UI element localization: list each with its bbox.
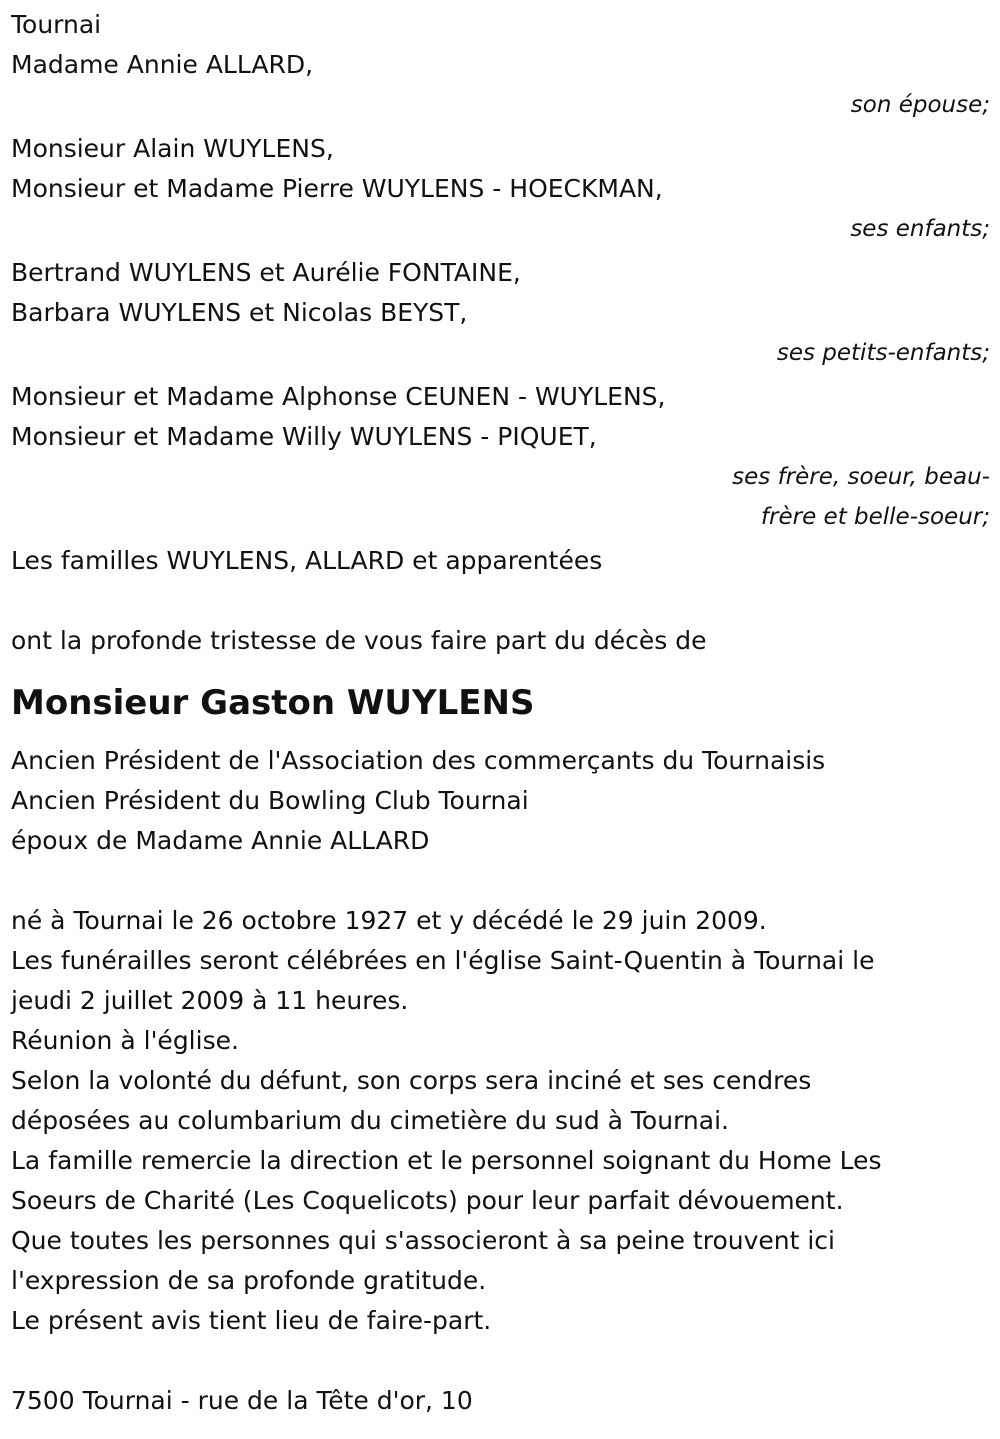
detail-line: jeudi 2 juillet 2009 à 11 heures. [11, 986, 409, 1015]
title-line: époux de Madame Annie ALLARD [11, 826, 430, 855]
title-line: Ancien Président du Bowling Club Tournai [11, 786, 529, 815]
family-group-grandchildren [11, 253, 990, 373]
family-group-spouse [11, 45, 990, 125]
family-name: Monsieur et Madame Willy WUYLENS - PIQUET, [11, 422, 597, 451]
detail-line: né à Tournai le 26 octobre 1927 et y décédé le 29 juin 2009. [11, 906, 767, 935]
family-name: Bertrand WUYLENS et Aurélie FONTAINE, [11, 258, 521, 287]
title-line: Ancien Président de l'Association des commerçants du Tournaisis [11, 746, 826, 775]
family-group-children [11, 129, 990, 249]
detail-line: Réunion à l'église. [11, 1026, 239, 1055]
detail-line: Le présent avis tient lieu de faire-part. [11, 1306, 492, 1335]
spacer [11, 581, 990, 621]
family-role: ses frère, soeur, beau-frère et belle-soeur; [732, 464, 990, 530]
family-role: ses enfants; [850, 216, 990, 242]
spacer [11, 861, 990, 901]
detail-line: Selon la volonté du défunt, son corps sera inciné et ses cendres [11, 1066, 812, 1095]
announcement: ont la profonde tristesse de vous faire part du décès de [11, 626, 707, 655]
family-role: son épouse; [850, 92, 990, 118]
family-name: Monsieur et Madame Pierre WUYLENS - HOECKMAN, [11, 174, 663, 203]
family-name: Monsieur Alain WUYLENS, [11, 134, 334, 163]
details-block [11, 901, 990, 1341]
city-header: Tournai [11, 10, 102, 39]
detail-line: déposées au columbarium du cimetière du sud à Tournai. [11, 1106, 729, 1135]
detail-line: l'expression de sa profonde gratitude. [11, 1266, 487, 1295]
address: 7500 Tournai - rue de la Tête d'or, 10 [11, 1386, 473, 1415]
detail-line: Les funérailles seront célébrées en l'église Saint-Quentin à Tournai le [11, 946, 875, 975]
family-role: ses petits-enfants; [776, 340, 990, 366]
detail-line: Que toutes les personnes qui s'associeront à sa peine trouvent ici [11, 1226, 835, 1255]
detail-line: La famille remercie la direction et le personnel soignant du Home Les [11, 1146, 882, 1175]
spacer [11, 1341, 990, 1381]
family-name: Madame Annie ALLARD, [11, 50, 314, 79]
family-name: Monsieur et Madame Alphonse CEUNEN - WUYLENS, [11, 382, 666, 411]
deceased-name: Monsieur Gaston WUYLENS [11, 683, 535, 723]
family-group-siblings [11, 377, 990, 537]
titles-block [11, 741, 990, 861]
family-name: Barbara WUYLENS et Nicolas BEYST, [11, 298, 468, 327]
families-line: Les familles WUYLENS, ALLARD et apparentées [11, 546, 603, 575]
detail-line: Soeurs de Charité (Les Coquelicots) pour leur parfait dévouement. [11, 1186, 844, 1215]
